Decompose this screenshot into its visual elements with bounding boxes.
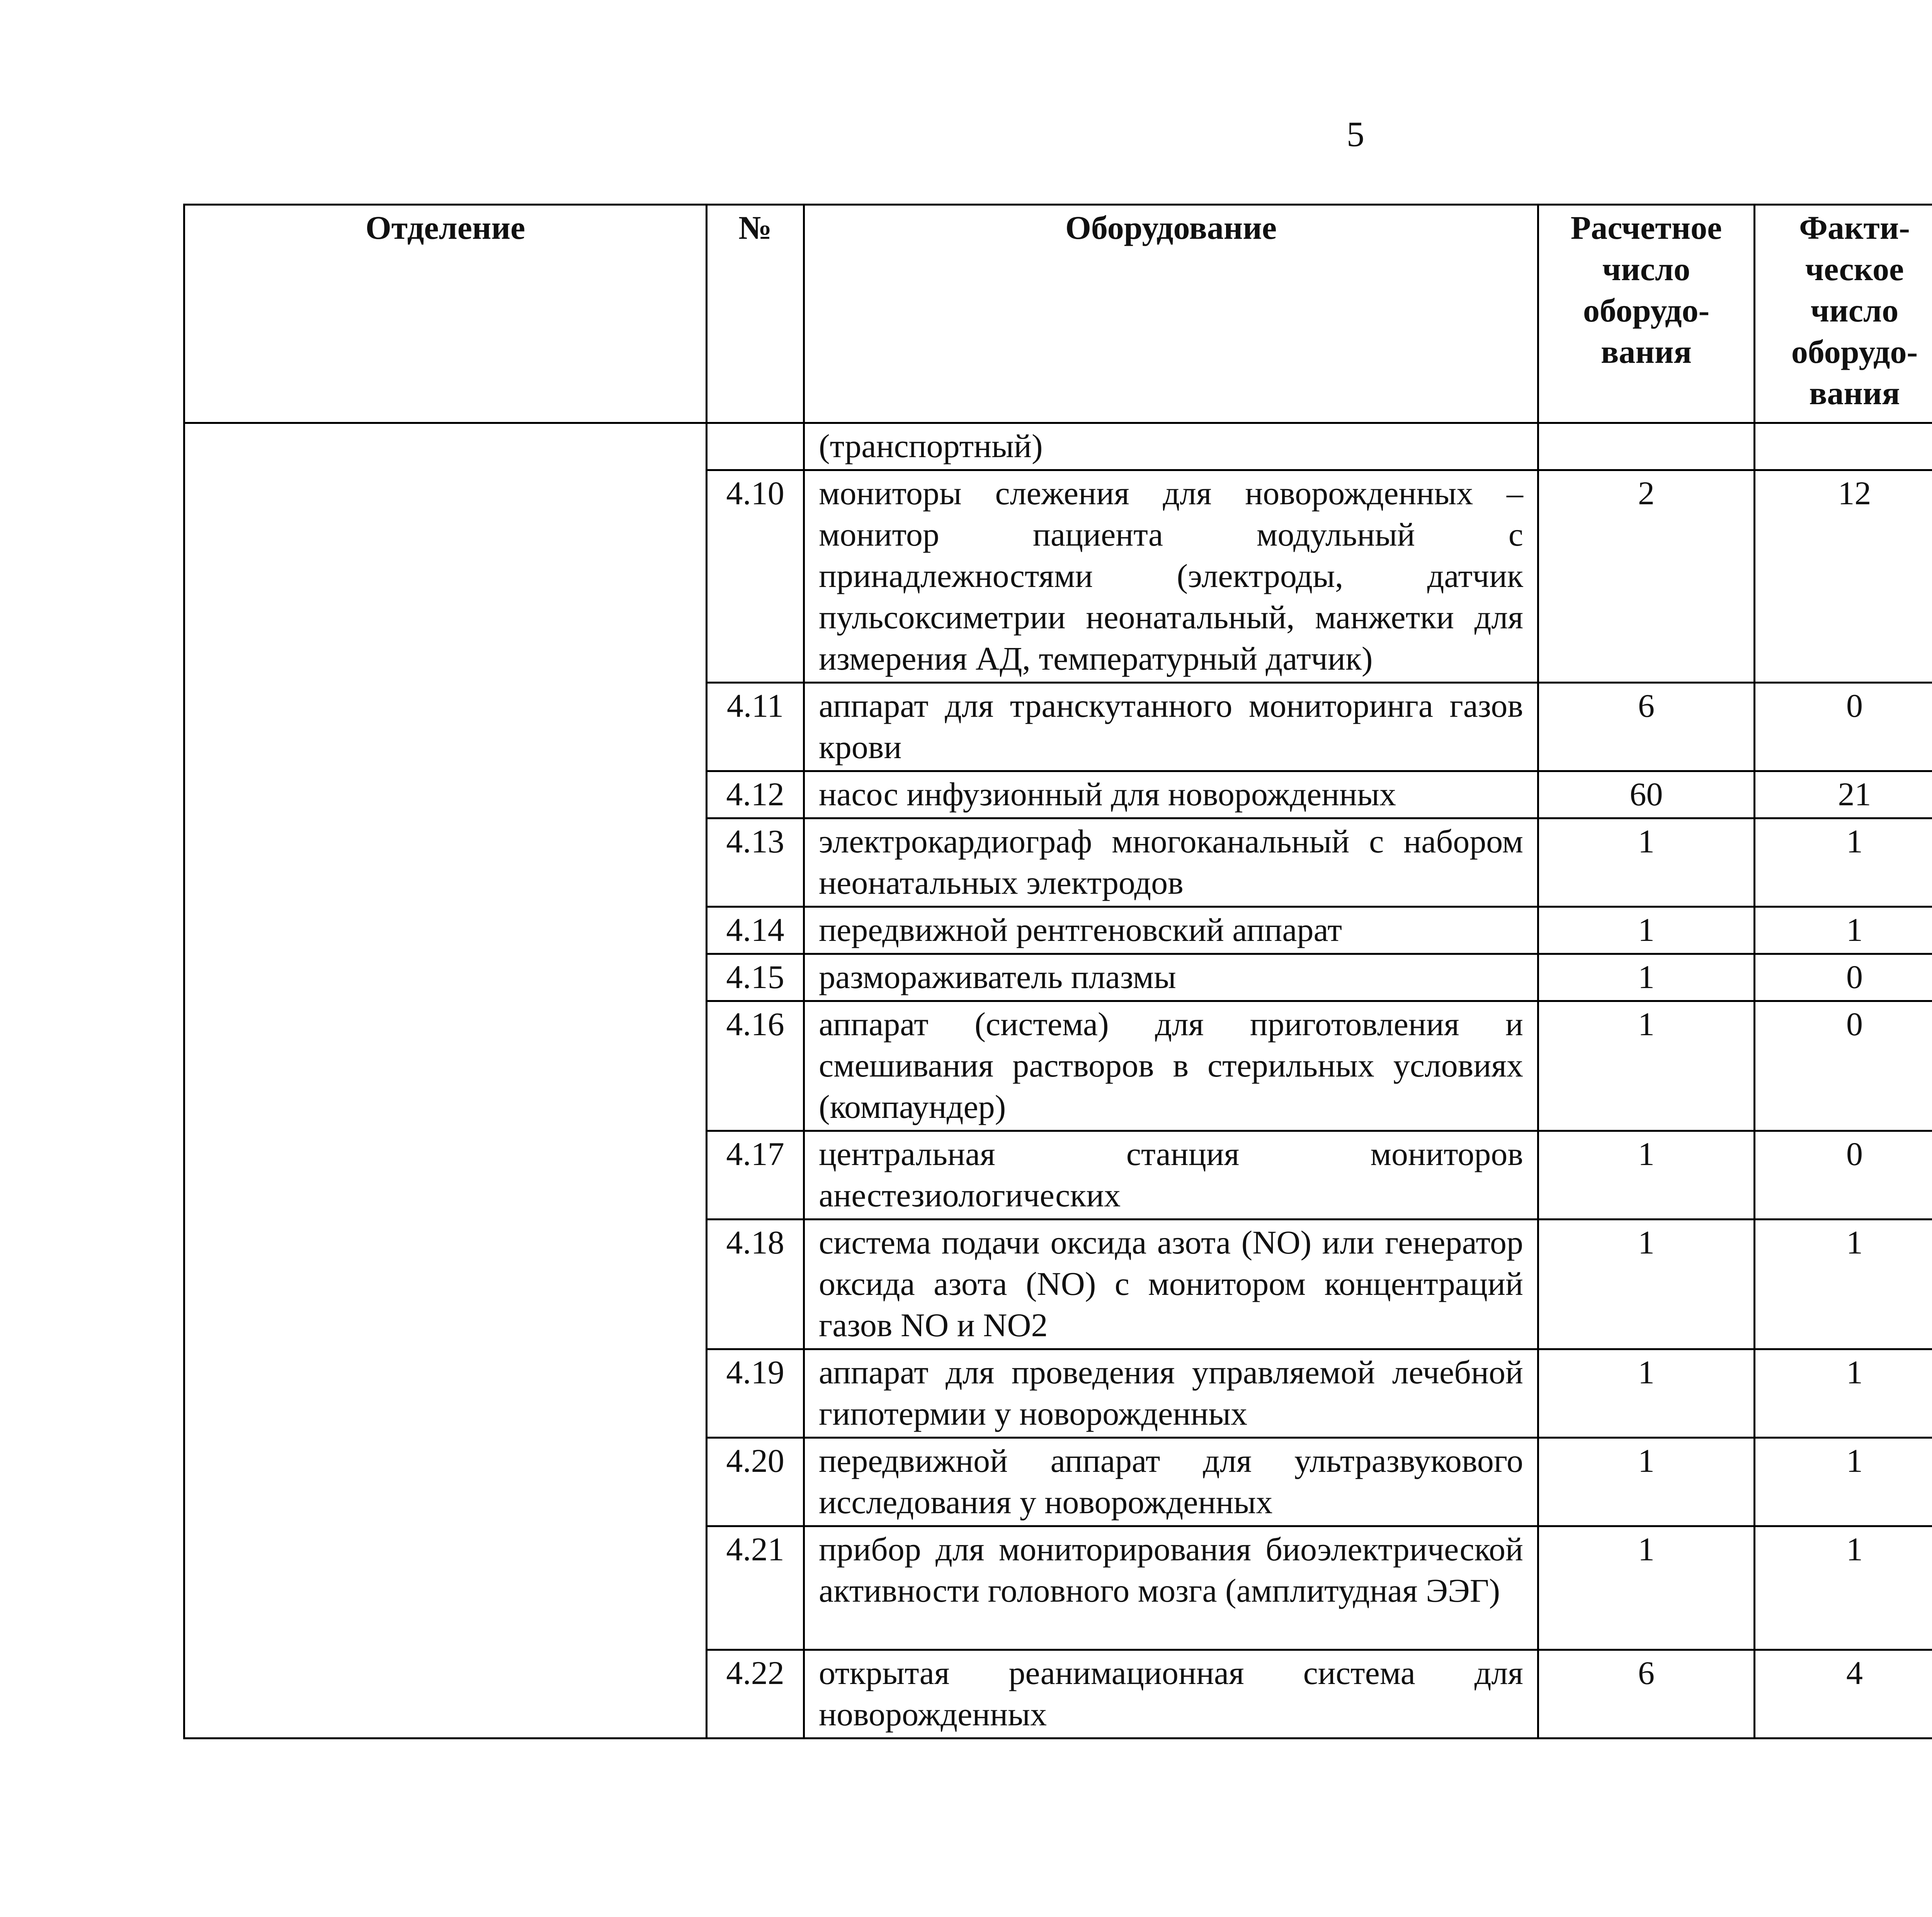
row-number: 4.15 xyxy=(707,954,804,1001)
estimated-count: 1 xyxy=(1538,1349,1755,1438)
estimated-count xyxy=(1538,423,1755,470)
actual-count: 21 xyxy=(1755,771,1932,818)
row-number: 4.12 xyxy=(707,771,804,818)
actual-count: 1 xyxy=(1755,818,1932,907)
header-number: № xyxy=(707,205,804,423)
row-number: 4.19 xyxy=(707,1349,804,1438)
actual-count: 1 xyxy=(1755,1349,1932,1438)
equipment-name: размораживатель плазмы xyxy=(804,954,1538,1001)
row-number: 4.17 xyxy=(707,1131,804,1220)
department-cell xyxy=(184,423,707,1738)
actual-count xyxy=(1755,423,1932,470)
row-number: 4.14 xyxy=(707,907,804,954)
actual-count: 1 xyxy=(1755,907,1932,954)
actual-count: 1 xyxy=(1755,1526,1932,1650)
equipment-name: электрокардиограф многоканальный с набором неонатальных электродов xyxy=(804,818,1538,907)
equipment-name: аппарат для проведения управляемой лечебной гипотермии у новорожденных xyxy=(804,1349,1538,1438)
row-number: 4.21 xyxy=(707,1526,804,1650)
actual-count: 0 xyxy=(1755,1131,1932,1220)
actual-count: 1 xyxy=(1755,1438,1932,1526)
row-number: 4.11 xyxy=(707,683,804,771)
equipment-name: мониторы слежения для новорожденных – монитор пациента модульный с принадлежностями (электроды, датчик пульсоксиметрии неонатальный, манжетки для измерения АД, температурный датчик) xyxy=(804,470,1538,683)
estimated-count: 6 xyxy=(1538,683,1755,771)
actual-count: 12 xyxy=(1755,470,1932,683)
estimated-count: 1 xyxy=(1538,1438,1755,1526)
row-number: 4.18 xyxy=(707,1220,804,1349)
estimated-count: 1 xyxy=(1538,1526,1755,1650)
equipment-table xyxy=(183,204,1932,1739)
equipment-name: аппарат (система) для приготовления и смешивания растворов в стерильных условиях (компаундер) xyxy=(804,1001,1538,1131)
actual-count: 4 xyxy=(1755,1650,1932,1738)
row-number xyxy=(707,423,804,470)
table-row xyxy=(184,423,1932,470)
table-body xyxy=(184,423,1932,1738)
equipment-name: открытая реанимационная система для новорожденных xyxy=(804,1650,1538,1738)
row-number: 4.13 xyxy=(707,818,804,907)
estimated-count: 2 xyxy=(1538,470,1755,683)
estimated-count: 1 xyxy=(1538,1220,1755,1349)
header-equipment: Оборудование xyxy=(804,205,1538,423)
estimated-count: 1 xyxy=(1538,954,1755,1001)
equipment-name: насос инфузионный для новорожденных xyxy=(804,771,1538,818)
equipment-name: система подачи оксида азота (NO) или генератор оксида азота (NO) с монитором концентраций газов NO и NO2 xyxy=(804,1220,1538,1349)
header-row xyxy=(184,205,1932,293)
equipment-name: передвижной аппарат для ультразвукового исследования у новорожденных xyxy=(804,1438,1538,1526)
estimated-count: 1 xyxy=(1538,1131,1755,1220)
equipment-name: центральная станция мониторов анестезиологических xyxy=(804,1131,1538,1220)
page-number: 5 xyxy=(1347,114,1364,154)
header-actual: Факти-ческое число оборудо-вания xyxy=(1755,205,1932,423)
actual-count: 0 xyxy=(1755,1001,1932,1131)
header-estimated: Расчетное число оборудо-вания xyxy=(1538,205,1755,423)
equipment-name: аппарат для транскутанного мониторинга газов крови xyxy=(804,683,1538,771)
row-number: 4.16 xyxy=(707,1001,804,1131)
header-department: Отделение xyxy=(184,205,707,423)
equipment-name: передвижной рентгеновский аппарат xyxy=(804,907,1538,954)
actual-count: 0 xyxy=(1755,683,1932,771)
row-number: 4.22 xyxy=(707,1650,804,1738)
estimated-count: 1 xyxy=(1538,1001,1755,1131)
row-number: 4.10 xyxy=(707,470,804,683)
estimated-count: 1 xyxy=(1538,907,1755,954)
estimated-count: 1 xyxy=(1538,818,1755,907)
equipment-name: (транспортный) xyxy=(804,423,1538,470)
row-number: 4.20 xyxy=(707,1438,804,1526)
equipment-name: прибор для мониторирования биоэлектрической активности головного мозга (амплитудная ЭЭГ) xyxy=(804,1526,1538,1650)
actual-count: 1 xyxy=(1755,1220,1932,1349)
actual-count: 0 xyxy=(1755,954,1932,1001)
estimated-count: 6 xyxy=(1538,1650,1755,1738)
estimated-count: 60 xyxy=(1538,771,1755,818)
